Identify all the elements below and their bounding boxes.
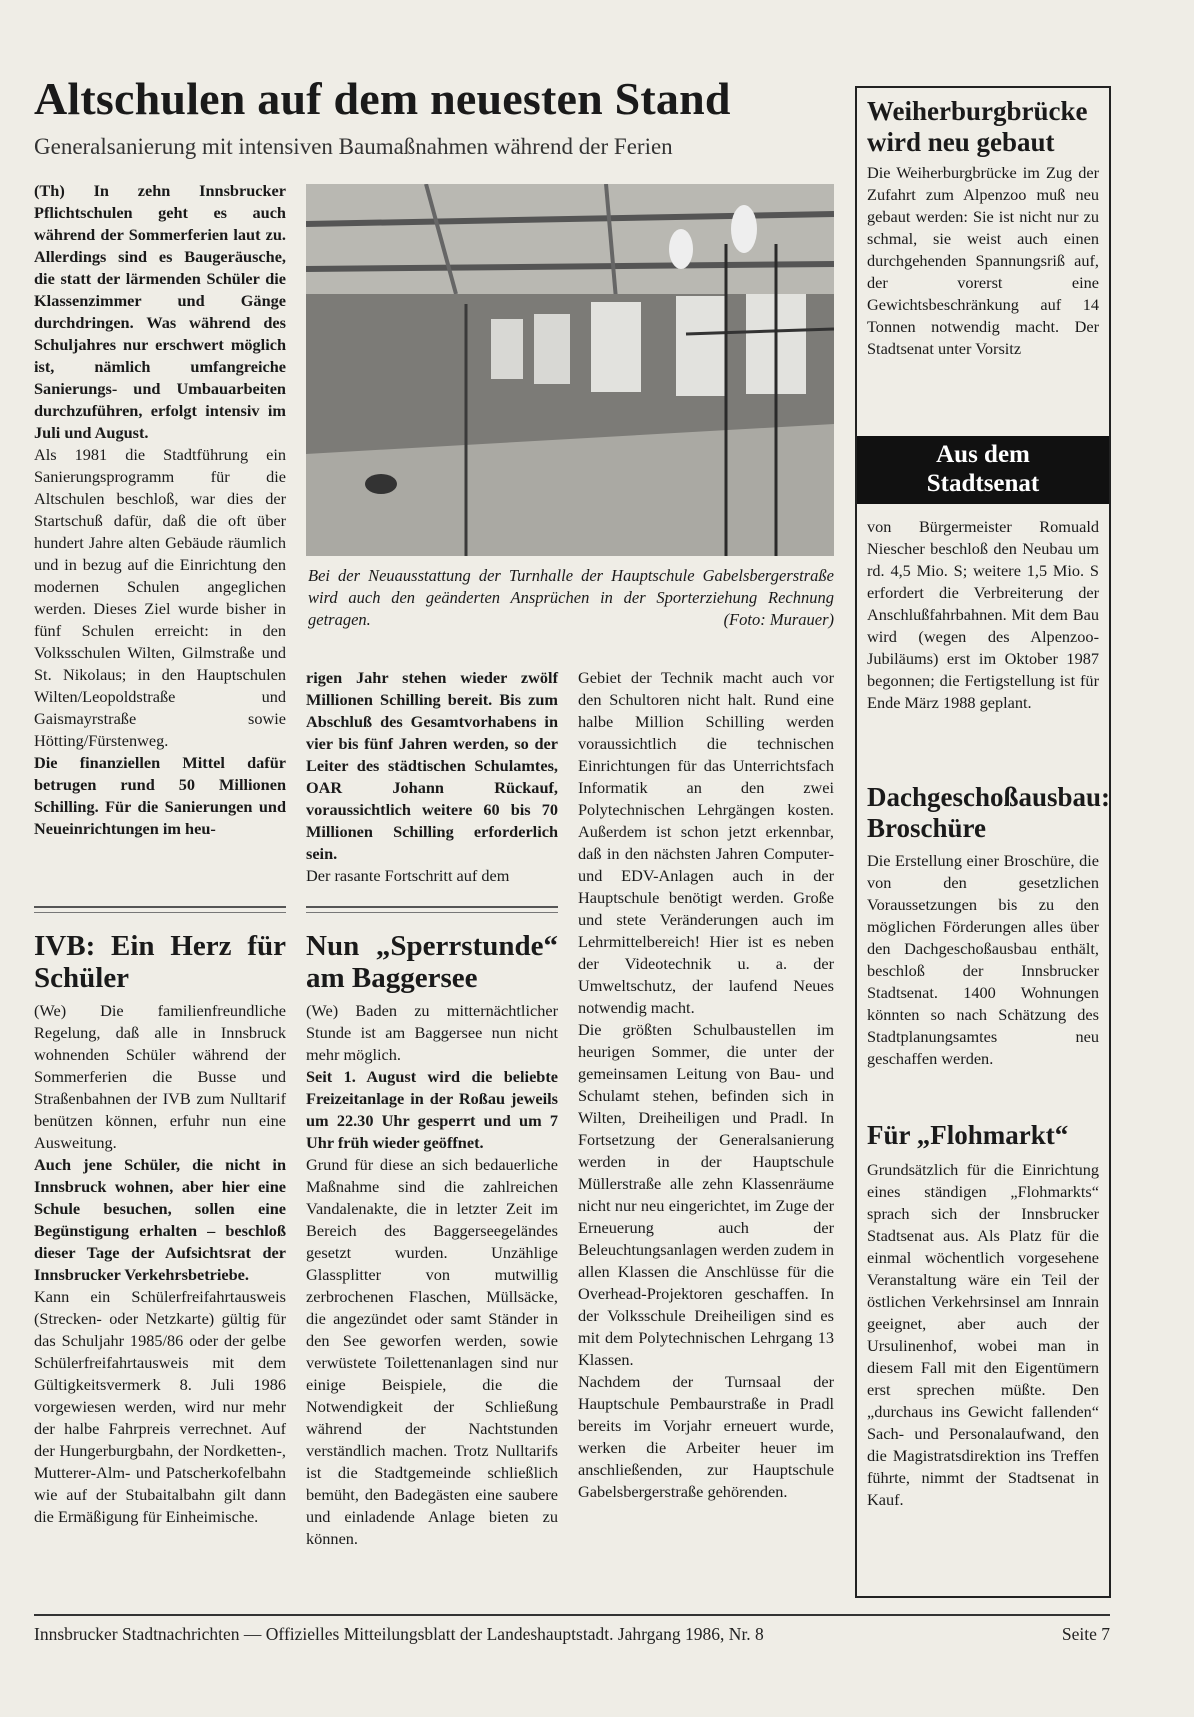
flohmarkt-title: Für „Flohmarkt“ [867, 1120, 1069, 1150]
footer-rule [34, 1614, 1110, 1616]
banner-line-1: Aus dem [936, 441, 1030, 468]
caption-text: Bei der Neuausstattung der Turnhalle der Hauptschule Gabelsbergerstraße wird auch den geänderten Ansprüchen in der Sporterziehung Rechnung getragen. [308, 566, 834, 629]
subheadline: Generalsanierung mit intensiven Baumaßnahmen während der Ferien [34, 134, 673, 159]
weiherburg-continued [867, 516, 1099, 714]
weiherburg-story [867, 96, 1099, 360]
article-paragraph-bold: rigen Jahr stehen wieder zwölf Millionen Schilling bereit. Bis zum Abschluß des Gesamtvorhabens in vier bis fünf Jahren werden, so der Leiter des städtischen Schulamtes, OAR Johann Rückauf, voraussichtlich weitere 60 bis 70 Millionen Schilling erforderlich sein. [306, 668, 558, 863]
article-paragraph-bold: Die finanziellen Mittel dafür betrugen rund 50 Millionen Schilling. Für die Sanierungen und Neueinrichtungen im heu- [34, 753, 286, 838]
ivb-paragraph: (We) Die familienfreundliche Regelung, daß alle in Innsbruck wohnenden Schüler während der Sommerferien die Busse und Straßenbahnen der IVB zum Nulltarif benützen können, erfuhr nun eine Ausweitung. [34, 1001, 286, 1152]
article-column-3 [578, 667, 834, 1503]
flohmarkt-paragraph: Grundsätzlich für die Einrichtung eines ständigen „Flohmarkts“ sprach sich der Innsbrucker Stadtsenat aus. Als Platz für die einmal wöchentlich vorgesehene Veranstaltung wäre ein Teil der östlichen Verkehrsinsel am Innrain geeignet, aber auch der Ursulinenhof, wobei man in diesem Fall mit den Eigentümern erst sprechen müßte. Den „durchaus ins Gewicht fallenden“ Sach- und Personalaufwand, den die Magistratsdirektion ins Treffen führte, nimmt der Stadtsenat in Kauf. [867, 1160, 1099, 1509]
dachgeschoss-title: Dachgeschoßausbau: Broschüre [867, 782, 1111, 843]
photo-credit: (Foto: Murauer) [723, 610, 834, 629]
article-paragraph: Als 1981 die Stadtführung ein Sanierungsprogramm für die Altschulen beschloß, war dies der Startschuß dafür, daß die oft über hundert Jahre alten Gebäude räumlich und in bezug auf die Einrichtung den modernen Schulen angeglichen werden. Dieses Ziel wurde bisher in fünf Schulen erreicht: in den Volksschulen Wilten, Gilmstraße und St. Nikolaus; in den Hauptschulen Wilten/Leopoldstraße und Gaismayrstraße sowie Hötting/Fürstenweg. [34, 445, 286, 750]
photo-caption [308, 565, 834, 631]
ivb-title: IVB: Ein Herz für Schüler [34, 930, 286, 994]
article-paragraph: Der rasante Fortschritt auf dem [306, 866, 510, 885]
ivb-paragraph: Kann ein Schülerfreifahrtausweis (Strecken- oder Netzkarte) gültig für das Schuljahr 1985/86 oder der gelbe Schülerfreifahrtausweis mit dem Gültigkeitsvermerk 8. Juli 1986 vorgewiesen werden, wird nur mehr der halbe Fahrpreis verrechnet. Auf der Hungerburgbahn, der Nordketten-, Mutterer-Alm- und Patscherkofelbahn wie auf der Stubaitalbahn gilt dann die Ermäßigung für Einheimische. [34, 1287, 286, 1526]
article-column-2 [306, 667, 558, 887]
divider [306, 906, 558, 908]
weiherburg-title: Weiherburgbrücke wird neu gebaut [867, 96, 1088, 157]
article-paragraph: Die größten Schulbaustellen im heurigen Sommer, die unter der gemeinsamen Leitung von Bau- und Schulamt stehen, befinden sich in Wilten, Dreiheiligen und Pradl. In Fortsetzung der Generalsanierung werden in der Hauptschule Müllerstraße alle zehn Klassenräume nicht nur neu eingerichtet, im Zuge der Erneuerung auch der Beleuchtungsanlagen werden zudem in allen Klassen die Anschlüsse für die Overhead-Projektoren geschaffen. In der Volksschule Dreiheiligen sind es mit dem Polytechnischen Lehrgang 13 Klassen. [578, 1020, 834, 1369]
article-lead: (Th) In zehn Innsbrucker Pflichtschulen geht es auch während der Sommerferien laut zu. Allerdings sind es Baugeräusche, die statt der lärmenden Schüler die Klassenzimmer und Gänge durchdringen. Was während des Schuljahres nur erschwert möglich ist, nämlich umfangreiche Sanierungs- und Umbauarbeiten durchzuführen, erfolgt intensiv im Juli und August. [34, 181, 286, 442]
weiherburg-paragraph: von Bürgermeister Romuald Niescher beschloß den Neubau um rd. 4,5 Mio. S; weitere 1,5 Mio. S erfordert die Verbreiterung der Anschlußfahrbahnen. Mit dem Bau wird (wegen des Alpenzoo-Jubiläums) erst im Oktober 1987 begonnen; die Fertigstellung ist für Ende März 1988 geplant. [867, 517, 1099, 712]
photo-illustration [306, 184, 834, 556]
dachgeschoss-paragraph: Die Erstellung einer Broschüre, die von den gesetzlichen Voraussetzungen bis zu den möglichen Förderungen alles über den Dachgeschoßausbau enthält, beschloß der Innsbrucker Stadtsenat. 1400 Wohnungen könnten so nach Schätzung des Stadtplanungsamtes neu geschaffen werden. [867, 851, 1099, 1068]
page-number: Seite 7 [1061, 1624, 1110, 1644]
divider [306, 912, 558, 913]
sperrstunde-title: Nun „Sperrstunde“ am Baggersee [306, 930, 558, 994]
sperrstunde-paragraph: (We) Baden zu mitternächtlicher Stunde ist am Baggersee nun nicht mehr möglich. [306, 1001, 558, 1064]
sperrstunde-paragraph: Grund für diese an sich bedauerliche Maßnahme sind die zahlreichen Vandalenakte, die in letzter Zeit im Bereich des Baggerseegeländes gesetzt wurden. Unzählige Glassplitter von mutwillig zerbrochenen Flaschen, Müllsäcke, die angezündet oder samt Ständer in den See geworfen werden, sowie verwüstete Toilettenanlagen sind nur einige Beispiele, die die Notwendigkeit der Schließung während der Nachtstunden verständlich machen. Trotz Nulltarifs ist die Stadtgemeinde schließlich bemüht, den Badegästen eine saubere und einladende Anlage bieten zu können. [306, 1155, 558, 1548]
dachgeschoss-story [867, 782, 1111, 1070]
banner-line-2: Stadtsenat [926, 470, 1040, 497]
publication-line: Innsbrucker Stadtnachrichten — Offizielles Mitteilungsblatt der Landeshauptstadt. Jahrgang 1986, Nr. 8 [34, 1624, 764, 1644]
sperrstunde-paragraph-bold: Seit 1. August wird die beliebte Freizeitanlage in der Roßau jeweils um 22.30 Uhr gesperrt und um 7 Uhr früh wieder geöffnet. [306, 1067, 558, 1152]
sperrstunde-story [306, 930, 558, 1550]
divider [34, 906, 286, 908]
ivb-story [34, 930, 286, 1528]
article-column-1 [34, 180, 286, 840]
headline: Altschulen auf dem neuesten Stand [34, 73, 731, 124]
sidebar-box [855, 86, 1111, 1598]
stadtsenat-banner [857, 436, 1109, 504]
ivb-paragraph-bold: Auch jene Schüler, die nicht in Innsbruck wohnen, aber hier eine Schule besuchen, sollen eine Begünstigung erhalten – beschloß dieser Tage der Aufsichtsrat der Innsbrucker Verkehrsbetriebe. [34, 1155, 286, 1284]
gym-renovation-photo [306, 184, 834, 556]
article-paragraph: Gebiet der Technik macht auch vor den Schultoren nicht halt. Rund eine halbe Million Schilling werden voraussichtlich die technischen Einrichtungen für das Unterrichtsfach Informatik an den zwei Polytechnischen Lehrgängen kosten. Außerdem ist schon jetzt erkennbar, daß in den nächsten Jahren Computer- und EDV-Anlagen auch in der Hauptschule benötigt werden. Große und stete Veränderungen auch im Lehrmittelbereich! Hier ist es neben der Videotechnik u. a. der Umweltschutz, der laufend Neues notwendig macht. [578, 668, 834, 1017]
article-paragraph: Nachdem der Turnsaal der Hauptschule Pembaurstraße in Pradl bereits im Vorjahr erneuert wurde, werken die Arbeiter heuer im anschließenden, zur Hauptschule Gabelsbergerstraße gehörenden. [578, 1372, 834, 1501]
weiherburg-paragraph: Die Weiherburgbrücke im Zug der Zufahrt zum Alpenzoo muß neu gebaut werden: Sie ist nicht nur zu schmal, sie weist auch einen durchgehenden Spannungsriß auf, der vorerst eine Gewichtsbeschränkung auf 14 Tonnen notwendig macht. Der Stadtsenat unter Vorsitz [867, 163, 1099, 358]
divider [34, 912, 286, 913]
flohmarkt-story [867, 1120, 1099, 1511]
